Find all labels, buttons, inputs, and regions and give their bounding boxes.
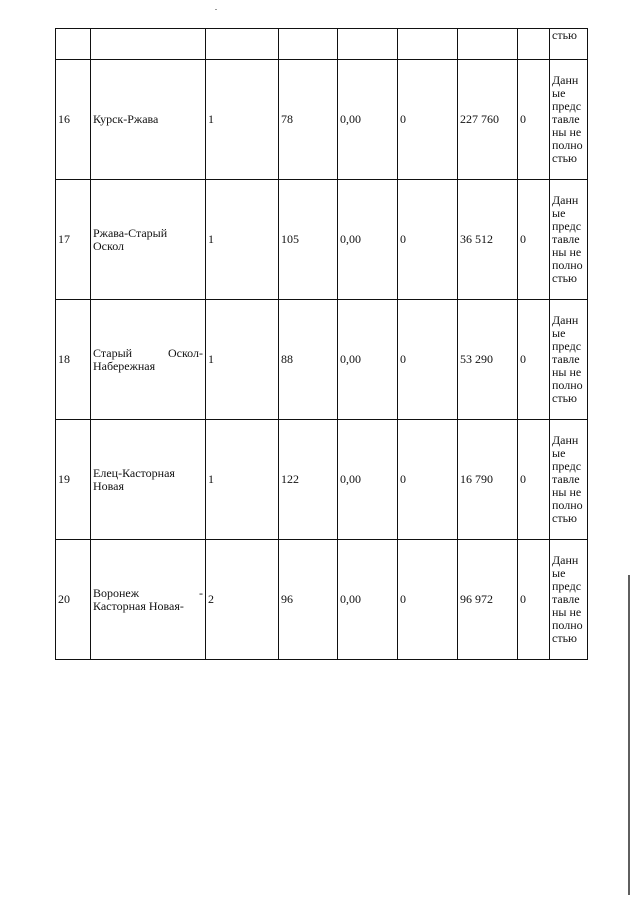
cell-value: 36 512 xyxy=(458,180,518,300)
note-line: полно xyxy=(552,258,583,272)
route-name-line: Касторная Новая- xyxy=(93,598,184,613)
cell-value: 105 xyxy=(279,180,338,300)
cell-value: 78 xyxy=(279,60,338,180)
note-line: ые xyxy=(552,86,566,100)
route-name-line: Новая xyxy=(93,478,125,493)
table-row xyxy=(56,60,588,180)
cell-value: 88 xyxy=(279,300,338,420)
data-table xyxy=(55,28,588,660)
route-name-line: Ржава-Старый xyxy=(93,225,168,240)
note-line: Данн xyxy=(552,433,579,447)
cell-value: 16 790 xyxy=(458,420,518,540)
route-name-line: Елец-Касторная xyxy=(93,465,175,480)
cell-value: 1 xyxy=(206,180,279,300)
note-line: ые xyxy=(552,566,566,580)
note-line: Данн xyxy=(552,553,579,567)
cell-value: 0 xyxy=(518,180,550,300)
cell-value: 0,00 xyxy=(338,420,398,540)
note-line: ны не xyxy=(552,485,582,499)
cell-value: 1 xyxy=(206,60,279,180)
scan-edge-line xyxy=(628,575,630,895)
route-name-part: Воронеж xyxy=(93,585,140,600)
cell-value: 53 290 xyxy=(458,300,518,420)
note-line: полно xyxy=(552,618,583,632)
note-line: ны не xyxy=(552,125,582,139)
continuation-note: стью xyxy=(550,29,588,60)
cell-value: 0,00 xyxy=(338,540,398,660)
cell-value: 0,00 xyxy=(338,180,398,300)
note-line: предс xyxy=(552,579,582,593)
table-cell xyxy=(458,29,518,60)
note-line: Данн xyxy=(552,193,579,207)
cell-value: 0 xyxy=(518,540,550,660)
table-cell xyxy=(518,29,550,60)
cell-value: 0 xyxy=(518,300,550,420)
route-name-part: Старый xyxy=(93,345,133,360)
cell-value: 0,00 xyxy=(338,60,398,180)
route-name xyxy=(91,60,206,180)
note-line: Данн xyxy=(552,313,579,327)
table-cell xyxy=(279,29,338,60)
note-line: предс xyxy=(552,99,582,113)
row-number: 19 xyxy=(56,420,91,540)
cell-value: 0 xyxy=(398,60,458,180)
note-line: тавле xyxy=(552,232,580,246)
note-line: тавле xyxy=(552,112,580,126)
note-line: ны не xyxy=(552,245,582,259)
note-line: ны не xyxy=(552,365,582,379)
table-row xyxy=(56,180,588,300)
note-line: ые xyxy=(552,446,566,460)
table-row-continuation xyxy=(56,29,588,60)
table-row xyxy=(56,420,588,540)
note-cell xyxy=(550,540,588,660)
note-line: стью xyxy=(552,511,578,525)
note-cell xyxy=(550,180,588,300)
route-name-line: Оскол xyxy=(93,238,125,253)
cell-value: 1 xyxy=(206,420,279,540)
cell-value: 96 972 xyxy=(458,540,518,660)
route-name-line xyxy=(93,587,203,600)
note-line: стью xyxy=(552,631,578,645)
note-line: ны не xyxy=(552,605,582,619)
cell-value: 1 xyxy=(206,300,279,420)
scan-mark xyxy=(215,9,217,10)
note-line: стью xyxy=(552,391,578,405)
note-cell xyxy=(550,60,588,180)
cell-value: 0 xyxy=(398,420,458,540)
note-line: стью xyxy=(552,271,578,285)
route-name-part: - xyxy=(199,585,203,600)
cell-value: 0,00 xyxy=(338,300,398,420)
cell-value: 122 xyxy=(279,420,338,540)
row-number: 17 xyxy=(56,180,91,300)
note-line: ые xyxy=(552,206,566,220)
cell-value: 0 xyxy=(518,60,550,180)
table-row xyxy=(56,540,588,660)
cell-value: 0 xyxy=(398,180,458,300)
route-name-line: Курск-Ржава xyxy=(93,112,159,126)
table-cell xyxy=(398,29,458,60)
table-row xyxy=(56,300,588,420)
table-cell xyxy=(56,29,91,60)
route-name-part: Оскол- xyxy=(167,345,203,360)
route-name xyxy=(91,180,206,300)
note-line: ые xyxy=(552,326,566,340)
cell-value: 0 xyxy=(398,300,458,420)
note-line: полно xyxy=(552,378,583,392)
route-name xyxy=(91,300,206,420)
route-name-line xyxy=(93,347,203,360)
note-line: тавле xyxy=(552,352,580,366)
route-name-line: Набережная xyxy=(93,358,156,373)
note-line: стью xyxy=(552,151,578,165)
table-cell xyxy=(91,29,206,60)
cell-value: 227 760 xyxy=(458,60,518,180)
cell-value: 0 xyxy=(398,540,458,660)
row-number: 20 xyxy=(56,540,91,660)
note-line: тавле xyxy=(552,592,580,606)
note-line: предс xyxy=(552,219,582,233)
note-line: тавле xyxy=(552,472,580,486)
table-cell xyxy=(206,29,279,60)
note-line: предс xyxy=(552,339,582,353)
note-line: предс xyxy=(552,459,582,473)
cell-value: 96 xyxy=(279,540,338,660)
cell-value: 0 xyxy=(518,420,550,540)
cell-value: 2 xyxy=(206,540,279,660)
row-number: 18 xyxy=(56,300,91,420)
note-line: полно xyxy=(552,138,583,152)
note-cell xyxy=(550,420,588,540)
note-line: Данн xyxy=(552,73,579,87)
note-line: полно xyxy=(552,498,583,512)
table-cell xyxy=(338,29,398,60)
route-name xyxy=(91,420,206,540)
note-cell xyxy=(550,300,588,420)
route-name xyxy=(91,540,206,660)
row-number: 16 xyxy=(56,60,91,180)
